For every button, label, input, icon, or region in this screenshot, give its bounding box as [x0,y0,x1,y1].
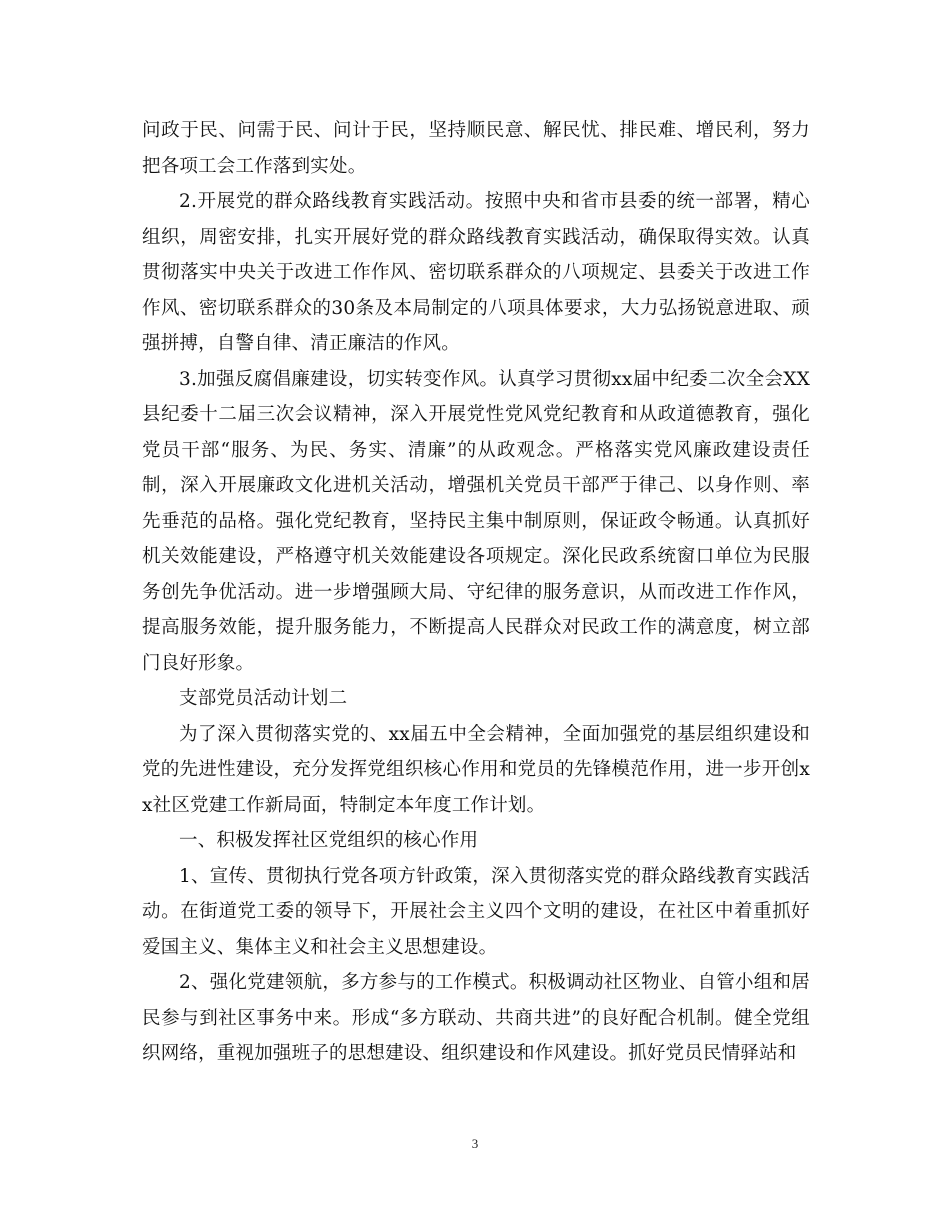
paragraph-7: 1、宣传、贯彻执行党各项方针政策，深入贯彻落实党的群众路线教育实践活动。在街道党工委的领导下，开展社会主义四个文明的建设，在社区中着重抓好爱国主义、集体主义和社会主义思想建设。 [142,865,810,958]
document-body [142,113,810,1072]
paragraph-8: 2、强化党建领航，多方参与的工作模式。积极调动社区物业、自管小组和居民参与到社区事务中来。形成“多方联动、共商共进”的良好配合机制。健全党组织网络，重视加强班子的思想建设、组织建设和作风建设。抓好党员民情驿站和 [142,972,810,1064]
paragraph-1: 问政于民、问需于民、问计于民，坚持顺民意、解民忧、排民难、增民利，努力把各项工会工作落到实处。 [142,120,810,177]
paragraph-5: 为了深入贯彻落实党的、xx届五中全会精神，全面加强党的基层组织建设和党的先进性建设，充分发挥党组织核心作用和党员的先锋模范作用，进一步开创xx社区党建工作新局面，特制定本年度工作计划。 [142,723,810,816]
section-heading-one: 一、积极发挥社区党组织的核心作用 [179,830,479,851]
paragraph-2: 2.开展党的群众路线教育实践活动。按照中央和省市县委的统一部署，精心组织，周密安排，扎实开展好党的群众路线教育实践活动，确保取得实效。认真贯彻落实中央关于改进工作作风、密切联系群众的八项规定、县委关于改进工作作风、密切联系群众的30条及本局制定的八项具体要求，大力弘扬锐意进取、顽强拼搏，自警自律、清正廉洁的作风。 [142,191,810,354]
section-heading-plan-two: 支部党员活动计划二 [179,688,348,709]
paragraph-3: 3.加强反腐倡廉建设，切实转变作风。认真学习贯彻xx届中纪委二次全会XX县纪委十二届三次会议精神，深入开展党性党风党纪教育和从政道德教育，强化党员干部“服务、为民、务实、清廉”的从政观念。严格落实党风廉政建设责任制，深入开展廉政文化进机关活动，增强机关党员干部严于律己、以身作则、率先垂范的品格。强化党纪教育，坚持民主集中制原则，保证政令畅通。认真抓好机关效能建设，严格遵守机关效能建设各项规定。深化民政系统窗口单位为民服务创先争优活动。进一步增强顾大局、守纪律的服务意识，从而改进工作作风，提高服务效能，提升服务能力，不断提高人民群众对民政工作的满意度，树立部门良好形象。 [142,368,810,674]
page-number: 3 [471,1136,479,1151]
